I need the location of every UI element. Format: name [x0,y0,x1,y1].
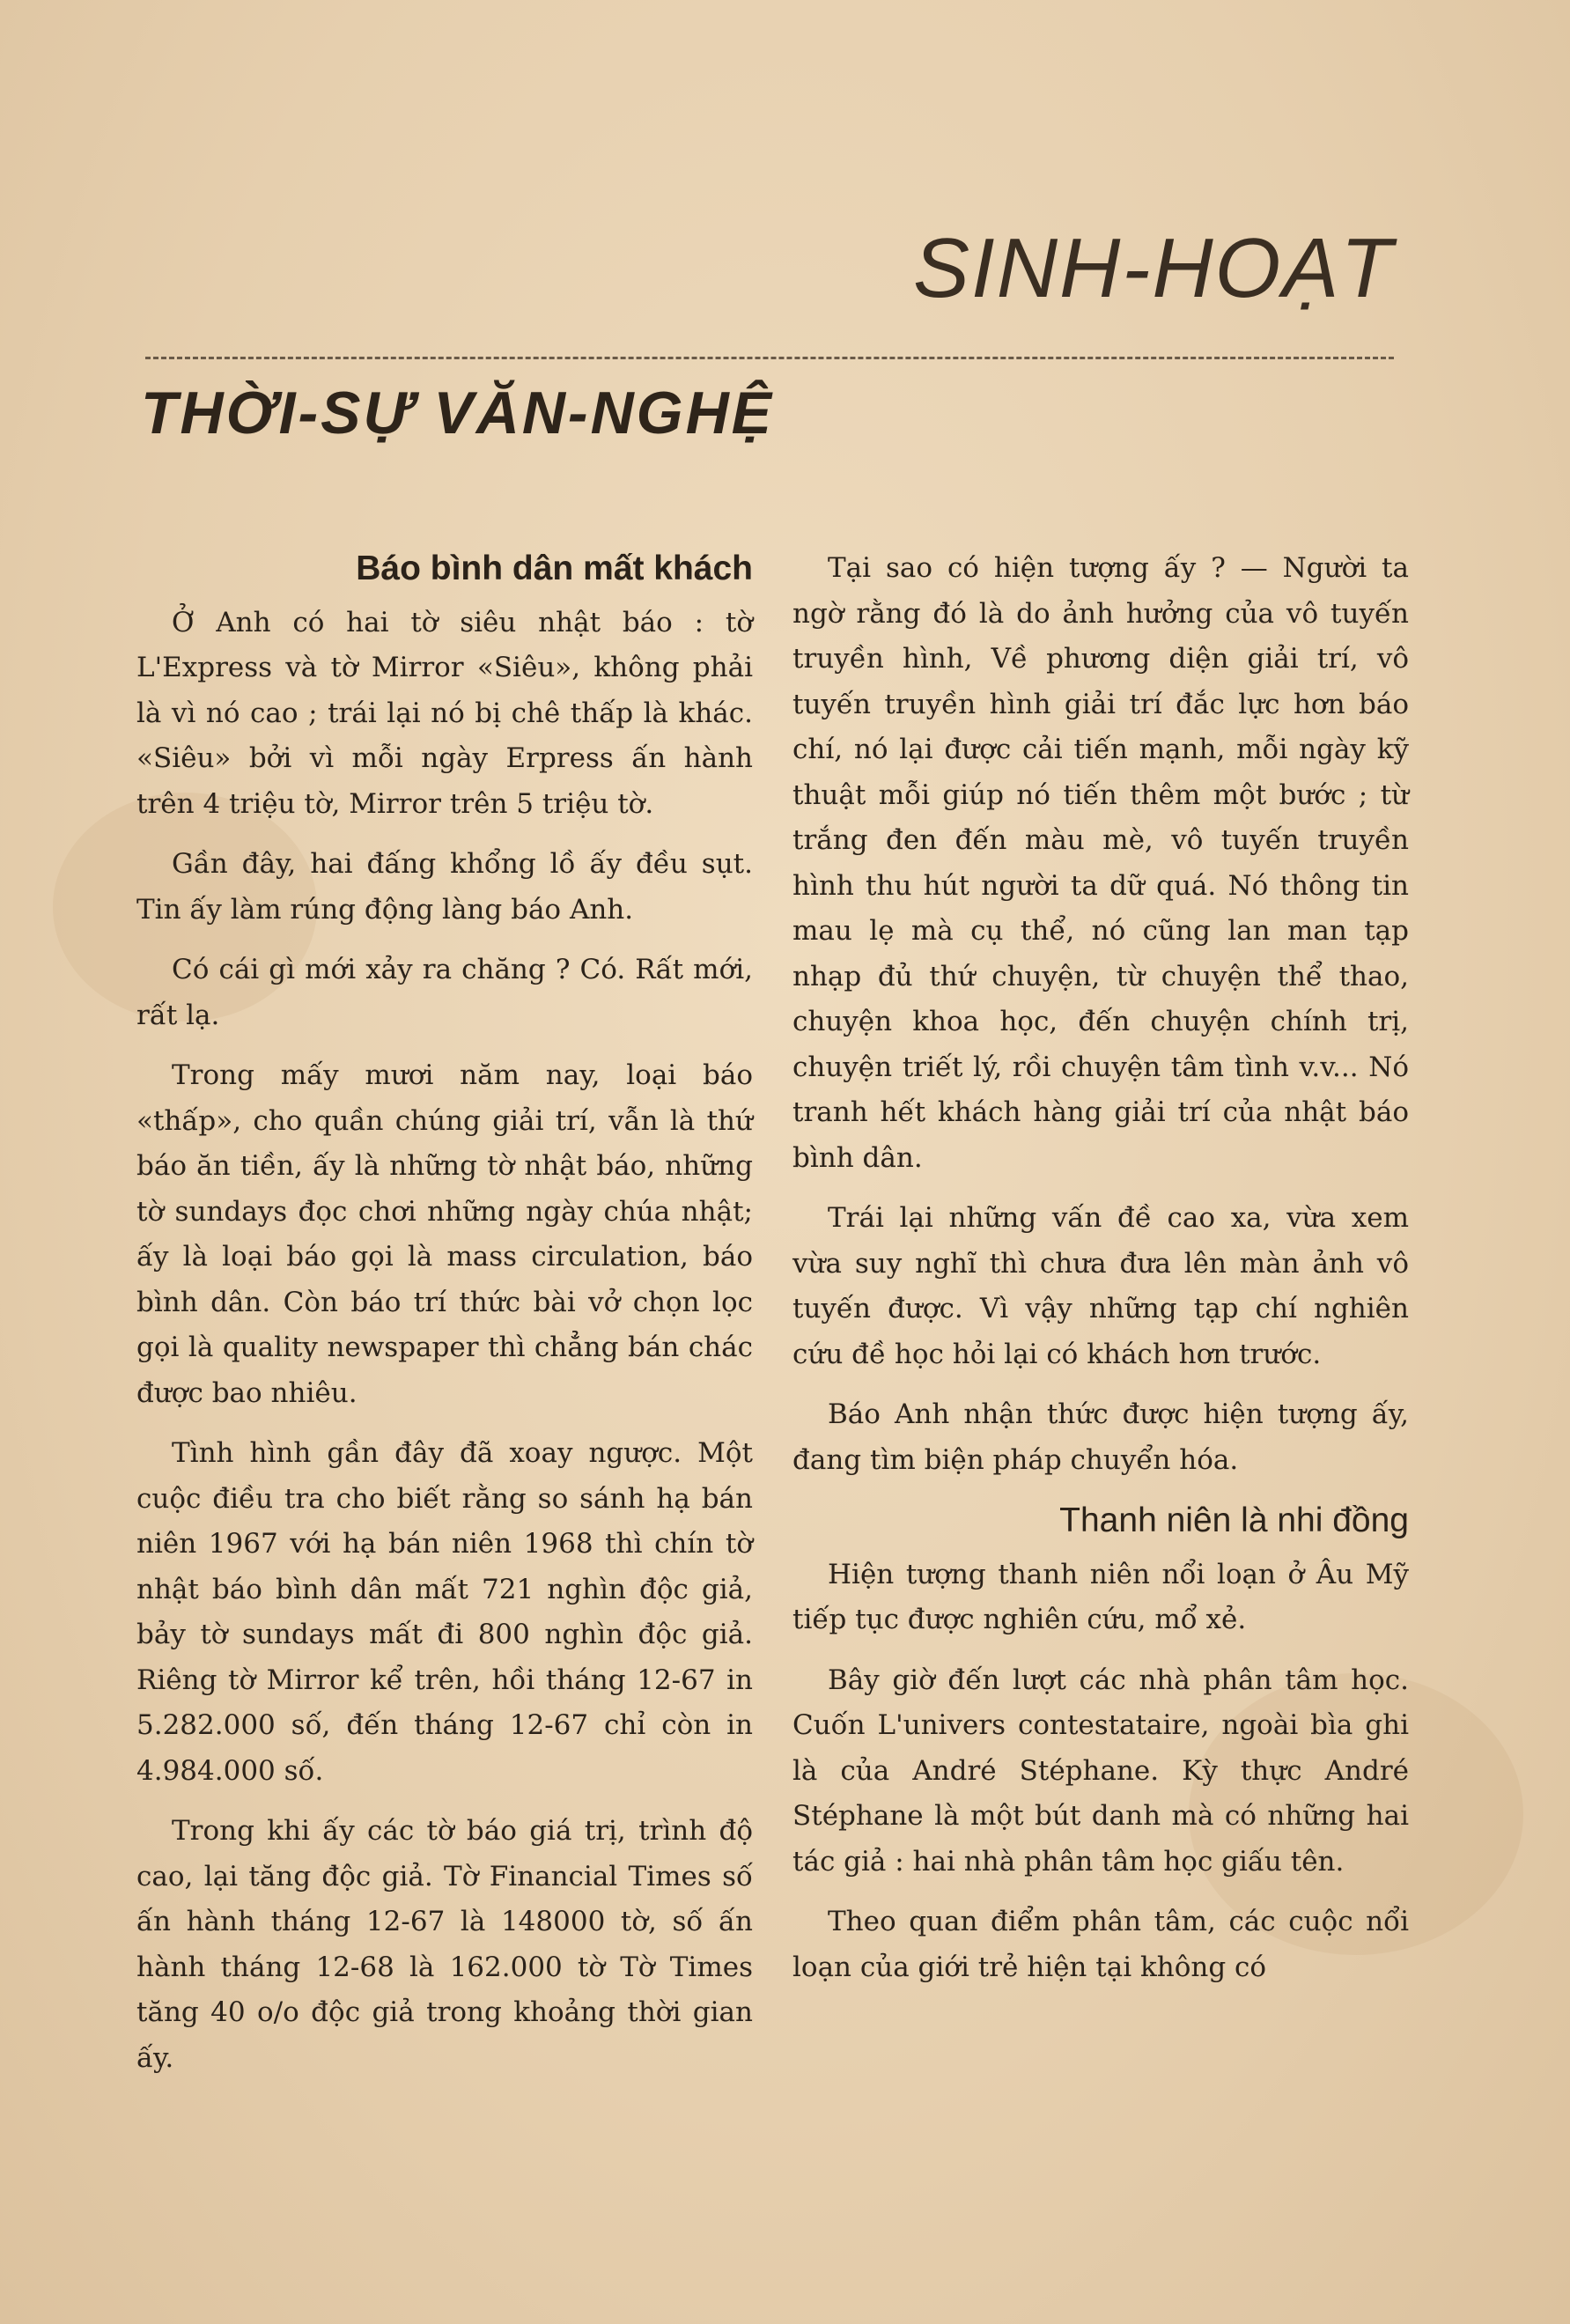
article-paragraph: Báo Anh nhận thức được hiện tượng ấy, đang tìm biện pháp chuyển hóa. [792,1398,1409,1476]
article-paragraph: Bây giờ đến lượt các nhà phân tâm học. Cuốn L'univers contestataire, ngoài bìa ghi là của André Stéphane. Kỳ thực André Stéphane là một bút danh mà có những hai tác giả : hai nhà phân tâm học giấu tên. [792,1664,1409,1878]
article-paragraph: Trái lại những vấn đề cao xa, vừa xem vừa suy nghĩ thì chưa đưa lên màn ảnh vô tuyến được. Vì vậy những tạp chí nghiên cứu đề học hỏi lại có khách hơn trước. [792,1202,1409,1370]
article-paragraph: Tình hình gần đây đã xoay ngược. Một cuộc điều tra cho biết rằng so sánh hạ bán niên 1967 với hạ bán niên 1968 thì chín tờ nhật báo bình dân mất 721 nghìn độc giả, bảy tờ sundays mất đi 800 nghìn độc giả. Riêng tờ Mirror kể trên, hồi tháng 12-67 in 5.282.000 số, đến tháng 12-67 chỉ còn in 4.984.000 số. [136,1437,753,1787]
article-paragraph: Theo quan điểm phân tâm, các cuộc nổi loạn của giới trẻ hiện tại không có [792,1906,1409,1983]
article-paragraph: Hiện tượng thanh niên nổi loạn ở Âu Mỹ tiếp tục được nghiên cứu, mổ xẻ. [792,1558,1409,1635]
article-heading-2: Thanh niên là nhi đồng [1059,1501,1409,1539]
article-paragraph: Trong khi ấy các tờ báo giá trị, trình độ cao, lại tăng độc giả. Tờ Financial Times số ấn hành tháng 12-67 là 148000 tờ, số ấn hành tháng 12-68 là 162.000 tờ Tờ Times tăng 40 o/o độc giả trong khoảng thời gian ấy. [136,1815,753,2074]
header-divider [145,357,1394,359]
left-column [136,546,753,2096]
section-title: SINH-HOẠT [913,221,1394,315]
article-paragraph: Ở Anh có hai tờ siêu nhật báo : tờ L'Express và tờ Mirror «Siêu», không phải là vì nó cao ; trái lại nó bị chê thấp là khác. «Siêu» bởi vì mỗi ngày Erpress ấn hành trên 4 triệu tờ, Mirror trên 5 triệu tờ. [136,606,753,820]
article-paragraph: Gần đây, hai đấng khổng lồ ấy đều sụt. Tin ấy làm rúng động làng báo Anh. [136,848,753,926]
article-paragraph: Có cái gì mới xảy ra chăng ? Có. Rất mới, rất lạ. [136,954,753,1031]
right-column [792,546,1409,2005]
article-heading-1: Báo bình dân mất khách [356,550,753,587]
page-subtitle: THỜI-SỰ VĂN-NGHỆ [141,380,775,446]
article-paragraph: Tại sao có hiện tượng ấy ? — Người ta ngờ rằng đó là do ảnh hưởng của vô tuyến truyền hình, Về phương diện giải trí, vô tuyến truyền hình giải trí đắc lực hơn báo chí, nó lại được cải tiến mạnh, mỗi ngày kỹ thuật mỗi giúp nó tiến thêm một bước ; từ trắng đen đến màu mè, vô tuyến truyền hình thu hút người ta dữ quá. Nó thông tin mau lẹ mà cụ thể, nó cũng lan man tạp nhạp đủ thứ chuyện, từ chuyện thể thao, chuyện khoa học, đến chuyện chính trị, chuyện triết lý, rồi chuyện tâm tình v.v... Nó tranh hết khách hàng giải trí của nhật báo bình dân. [792,552,1409,1174]
article-paragraph: Trong mấy mươi năm nay, loại báo «thấp», cho quần chúng giải trí, vẫn là thứ báo ăn tiền, ấy là những tờ nhật báo, những tờ sundays đọc chơi những ngày chúa nhật; ấy là loại báo gọi là mass circulation, báo bình dân. Còn báo trí thức bài vở chọn lọc gọi là quality newspaper thì chẳng bán chác được bao nhiêu. [136,1059,753,1409]
